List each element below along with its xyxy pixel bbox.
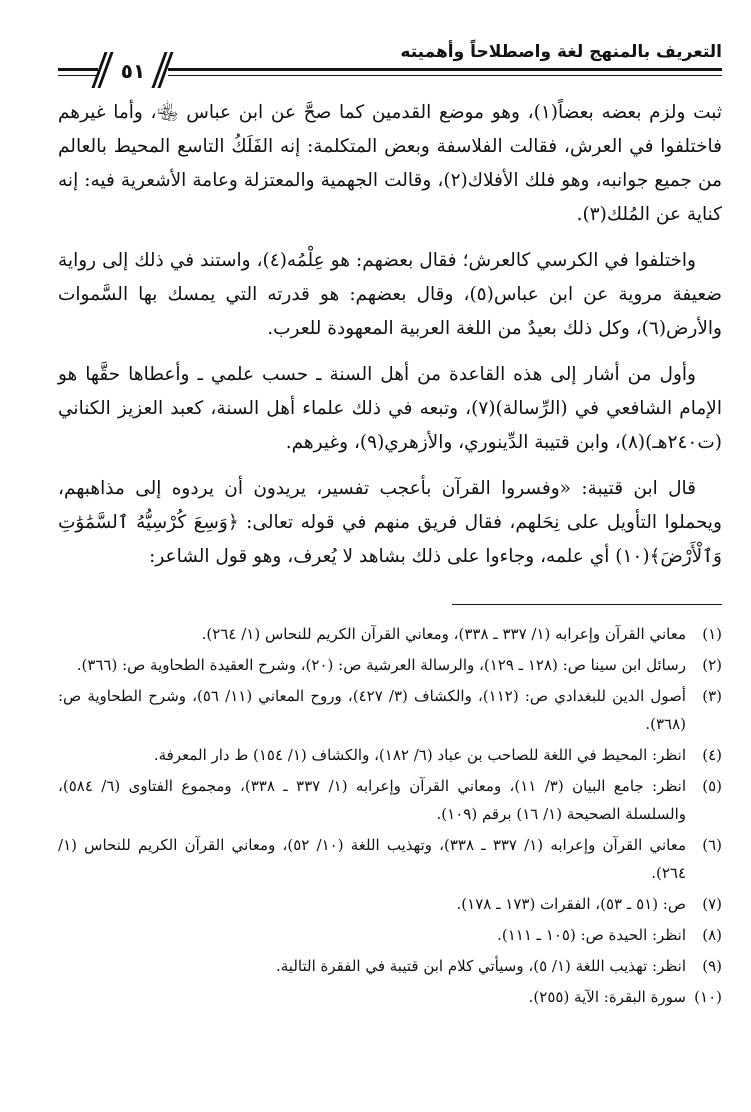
header-rule <box>168 68 722 71</box>
running-title: التعريف بالمنهج لغة واصطلاحاً وأهميته <box>400 42 722 62</box>
footnote-text: انظر: تهذيب اللغة (١/ ٥)، وسيأتي كلام ابن قتيبة في الفقرة التالية. <box>276 957 686 975</box>
paragraph: وأول من أشار إلى هذه القاعدة من أهل السنة ـ حسب علمي ـ وأعطاها حقَّها هو الإمام الشافعي في (الرِّسالة)(٧)، وتبعه في ذلك علماء أهل السنة، كعبد العزيز الكناني (ت٢٤٠هـ)(٨)، وابن قتيبة الدِّينوري، والأزهري(٩)، وغيرهم. <box>58 364 722 453</box>
footnote <box>58 831 722 887</box>
footnote-text: انظر: المحيط في اللغة للصاحب بن عباد (٦/ ١٨٢)، والكشاف (١/ ١٥٤) ط دار المعرفة. <box>153 746 686 764</box>
page-header <box>58 38 722 90</box>
footnote-text: انظر: الحيدة ص: (١٠٥ ـ ١١١). <box>497 926 686 944</box>
footnote-number: (٧) <box>702 895 722 913</box>
paragraph: ثبت ولزم بعضه بعضاً(١)، وهو موضع القدمين كما صحَّ عن ابن عباس ﵄، وأما غيرهم فاختلفوا في العرش، فقالت الفلاسفة وبعض المتكلمة: إنه الفَلَكُ التاسع المحيط بالعالم من جميع جوانبه، وهو فلك الأفلاك(٢)، وقالت الجهمية والمعتزلة وعامة الأشعرية فيه: إنه كناية عن المُلك(٣). <box>58 102 723 225</box>
footnote-number: (٦) <box>702 836 722 854</box>
footnote-number: (٩) <box>702 957 722 975</box>
footnote-number: (٢) <box>702 656 722 674</box>
footnote <box>58 651 722 679</box>
footnote-text: أصول الدين للبغدادي ص: (١١٢)، والكشاف (٣/ ٤٢٧)، وروح المعاني (١١/ ٥٦)، وشرح الطحاوية ص: (٣٦٨). <box>58 687 686 733</box>
page-number: ٥١ <box>120 59 146 83</box>
footnote <box>58 682 722 738</box>
footnote-number: (٥) <box>702 777 722 795</box>
footnote-number: (٨) <box>702 926 722 944</box>
header-rule-left <box>58 68 98 71</box>
footnote <box>58 620 722 648</box>
main-text <box>58 96 722 586</box>
footnote <box>58 772 722 828</box>
footnotes <box>58 620 722 1014</box>
paragraph: قال ابن قتيبة: «وفسروا القرآن بأعجب تفسير، يريدون أن يردوه إلى مذاهبهم، ويحملوا التأويل على نِحَلهم، فقال فريق منهم في قوله تعالى: ﴿وَسِعَ كُرْسِيُّهُ ٱلسَّمَٰوَٰتِ وَٱلْأَرْضَ﴾(١٠) أي علمه، وجاءوا على ذلك بشاهد لا يُعرف، وهو قول الشاعر: <box>58 478 722 567</box>
footnote-text: معاني القرآن وإعرابه (١/ ٣٣٧ ـ ٣٣٨)، ومعاني القرآن الكريم للنحاس (١/ ٢٦٤). <box>201 625 686 643</box>
footnote <box>58 952 722 980</box>
footnote-number: (٣) <box>702 687 722 705</box>
footnote-separator <box>452 604 722 605</box>
footnote-number: (٤) <box>702 746 722 764</box>
footnote-text: ص: (٥١ ـ ٥٣)، الفقرات (١٧٣ ـ ١٧٨). <box>456 895 686 913</box>
footnote <box>58 741 722 769</box>
footnote <box>58 983 722 1011</box>
footnote-text: معاني القرآن وإعرابه (١/ ٣٣٧ ـ ٣٣٨)، وتهذيب اللغة (١٠/ ٥٢)، ومعاني القرآن الكريم للنحاس (١/ ٢٦٤). <box>58 836 686 882</box>
footnote-text: رسائل ابن سينا ص: (١٢٨ ـ ١٢٩)، والرسالة العرشية ص: (٢٠)، وشرح العقيدة الطحاوية ص: (٣٦٦). <box>76 656 686 674</box>
footnote-number: (١) <box>702 625 722 643</box>
footnote <box>58 921 722 949</box>
header-rule-thin <box>168 75 722 76</box>
footnote-text: انظر: جامع البيان (٣/ ١١)، ومعاني القرآن وإعرابه (١/ ٣٣٧ ـ ٣٣٨)، ومجموع الفتاوى (٦/ ٥٨٤)، والسلسلة الصحيحة (١/ ١٦) برقم (١٠٩). <box>58 777 687 823</box>
header-rule-left-thin <box>58 75 98 76</box>
paragraph: واختلفوا في الكرسي كالعرش؛ فقال بعضهم: هو عِلْمُه(٤)، واستند في ذلك إلى رواية ضعيفة مروية عن ابن عباس(٥)، وقال بعضهم: هو قدرته التي يمسك بها السَّموات والأرض(٦)، وكل ذلك بعيدٌ من اللغة العربية المعهودة للعرب. <box>58 250 722 339</box>
footnote-number: (١٠) <box>694 988 722 1006</box>
footnote-text: سورة البقرة: الآية (٢٥٥). <box>528 988 686 1006</box>
footnote <box>58 890 722 918</box>
